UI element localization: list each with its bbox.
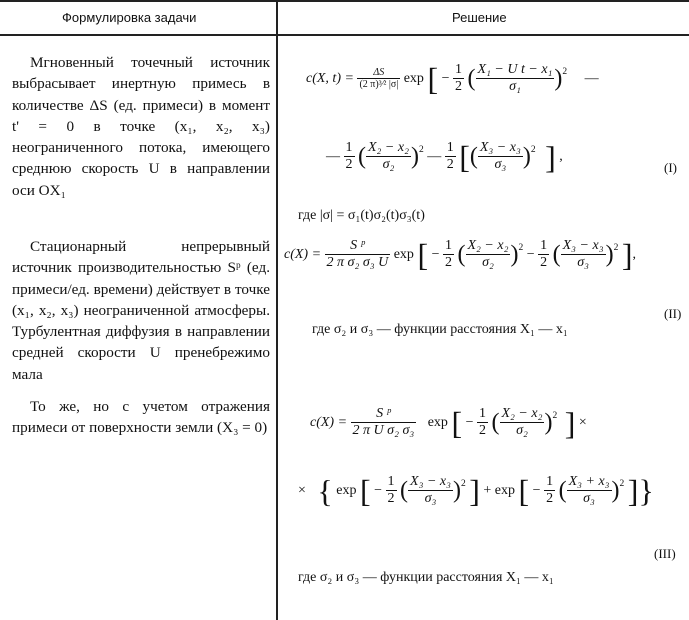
formula-1-line-1: c(X, t) = $\frac{\Delta S}{\text{(2 π)³⁄² |σ|}}$ exp [ − $\frac{1}{2}$ ( $\frac{\text{X₁ − U t − x₁}}{\text{σ₁}}$ )$^2$ — (306, 60, 599, 97)
formula-1-where: где |σ| = σ₁(t)σ₂(t)σ₃(t) (298, 208, 425, 223)
table-top-rule (0, 0, 689, 2)
f1-half-1: $\frac{1}{2}$ (455, 62, 462, 95)
formula-1-line-2: — $\frac{1}{2}$ ( $\frac{\text{X₂ − x₂}}{\text{σ₂}}$ )$^2$ — $\frac{1}{2}$ [( $\frac{\text{X₃ − x₃}}{\text{σ₃}}$ )$^2$ ] , (326, 138, 563, 175)
problem-3-text: То же, но с учетом отражения примеси от поверхности земли (X₃ = 0) (12, 398, 270, 437)
header-solution: Решение (452, 10, 507, 25)
paren-open: ( (467, 65, 476, 92)
formula-2-where: где σ₂ и σ₃ — функции расстояния X₁ — x₁ (312, 322, 568, 337)
formula-2: c(X) = $\frac{\text{S ᵖ}}{\text{2 π σ₂ σ₃ U}}$ exp [ − $\frac{1}{2}$ ( $\frac{\text{X₂ − x₂}}{\text{σ₂}}$ )$^2$ − $\frac{1}{2}$ ( $\frac{\text{X₃ − x₃}}{\text{σ₃}}$ )$^2$ ], (284, 236, 636, 273)
f1-lhs: c(X, t) = (306, 70, 354, 86)
f2-prefactor: $\frac{\text{S ᵖ}}{\text{2 π σ₂ σ₃ U}}$ (326, 238, 389, 271)
problem-2-text: Стационарный непрерывный источник производительностью Sᵖ (ед. примеси/ед. времени) действует в точке (x₁, x₂, x₃) неограниченной атмосферы. Турбулентная диффузия в направлении средней скорости U пренебрежимо мала (12, 238, 270, 383)
formula-3-line-2: × { exp [ − $\frac{1}{2}$ ( $\frac{\text{X₃ − x₃}}{\text{σ₃}}$ )$^2$ ] + exp [ − $\frac{1}{2}$ ( $\frac{\text{X₃ + x₃}}{\text{σ₃}}$ )$^2$ ]} (298, 472, 654, 509)
f3-term-3: $\frac{\text{X₃ + x₃}}{\text{σ₃}}$ (568, 474, 610, 507)
problem-1-text: Мгновенный точечный источник выбрасывает инертную примесь в количестве ΔS (ед. примеси) в момент t' = 0 в точке (x₁, x₂, x₃) неограниченного потока, имеющего среднюю скорость U в направлении оси OX₁ (12, 54, 270, 199)
f1-term-2: $\frac{\text{X₂ − x₂}}{\text{σ₂}}$ (368, 140, 409, 173)
formula-1-tag: (I) (664, 160, 677, 175)
column-divider (276, 0, 278, 620)
f1-exp: exp (403, 70, 424, 86)
formula-3-tag: (III) (654, 546, 676, 561)
f1-term-1: $\frac{\text{X₁ − U t − x₁}}{\text{σ₁}}$ (477, 62, 553, 95)
f1-prefactor: $\frac{\Delta S}{\text{(2 π)³⁄² |σ|}}$ (359, 66, 399, 91)
formula-2-tag: (II) (664, 306, 682, 321)
f2-term-1: $\frac{\text{X₂ − x₂}}{\text{σ₂}}$ (467, 238, 509, 271)
f1-term-3: $\frac{\text{X₃ − x₃}}{\text{σ₃}}$ (479, 140, 521, 173)
f3-term-1: $\frac{\text{X₂ − x₂}}{\text{σ₂}}$ (501, 406, 543, 439)
formula-3-line-1: c(X) = $\frac{\text{S ᵖ}}{\text{2 π U σ₂ σ₃}}$ exp [ − $\frac{1}{2}$ ( $\frac{\text{X₂ − x₂}}{\text{σ₂}}$ )$^2$ ] × (310, 404, 587, 441)
formula-3-where: где σ₂ и σ₃ — функции расстояния X₁ — x₁ (298, 570, 554, 585)
header-problem-statement: Формулировка задачи (62, 10, 197, 25)
header-bottom-rule (0, 34, 689, 36)
f3-prefactor: $\frac{\text{S ᵖ}}{\text{2 π U σ₂ σ₃}}$ (352, 406, 415, 439)
f3-term-2: $\frac{\text{X₃ − x₃}}{\text{σ₃}}$ (410, 474, 451, 507)
f2-term-2: $\frac{\text{X₃ − x₃}}{\text{σ₃}}$ (562, 238, 604, 271)
f1-left-bracket: [ (427, 60, 439, 97)
paren-close: ) (554, 65, 563, 92)
